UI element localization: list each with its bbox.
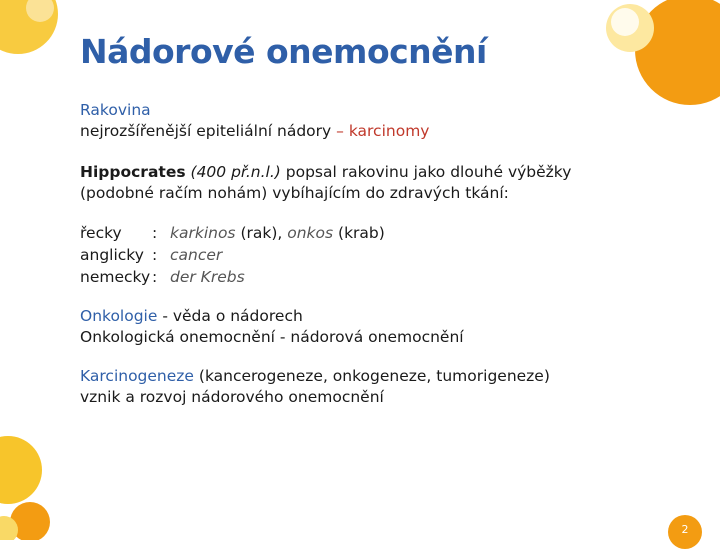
page-number: 2: [668, 515, 702, 549]
onkologie-line-1: [80, 306, 640, 327]
decorative-circles-top-right: [600, 0, 720, 110]
karcinogeneze-synonyms: (kancerogeneze, onkogeneze, tumorigeneze): [193, 367, 550, 385]
rakovina-heading: [80, 100, 640, 121]
karcinogeneze-term: Karcinogeneze: [80, 367, 194, 385]
language-row: [80, 244, 385, 266]
onkologie-term: Onkologie: [80, 307, 158, 325]
slide-title: Nádorové onemocnění: [80, 32, 487, 71]
rakovina-definition-line: [80, 121, 640, 142]
language-words: [170, 222, 385, 244]
language-row: [80, 266, 385, 288]
rakovina-dash: –: [336, 122, 344, 140]
language-name: nemecky: [80, 268, 151, 286]
rakovina-term: Rakovina: [80, 101, 151, 119]
word-onkos: onkos: [287, 224, 334, 242]
language-separator: :: [152, 224, 158, 242]
hippocrates-line-1: [80, 162, 640, 183]
language-name: řecky: [80, 224, 122, 242]
hippocrates-line-2: (podobné račím nohám) vybíhajícím do zdravých tkání:: [80, 184, 509, 202]
language-row: [80, 222, 385, 244]
onkologie-line-2: Onkologická onemocnění - nádorová onemocnění: [80, 328, 464, 346]
word-der-krebs: der Krebs: [170, 268, 245, 286]
karcinomy-term: karcinomy: [348, 122, 430, 140]
language-name: anglicky: [80, 246, 144, 264]
language-words: [170, 266, 385, 288]
language-table: [80, 222, 385, 288]
rakovina-definition: nejrozšířenější epiteliální nádory: [80, 122, 332, 140]
language-words: [170, 244, 385, 266]
hippocrates-date: (400 př.n.l.): [190, 163, 281, 181]
language-separator: :: [152, 246, 158, 264]
word-gloss-1: (rak),: [235, 224, 288, 242]
onkologie-definition: - věda o nádorech: [157, 307, 303, 325]
decorative-circles-top-left: [0, 0, 80, 70]
karcinogeneze-line-1: [80, 366, 640, 387]
word-karkinos: karkinos: [170, 224, 236, 242]
word-cancer: cancer: [170, 246, 223, 264]
language-separator: :: [152, 268, 158, 286]
hippocrates-name: Hippocrates: [80, 163, 186, 181]
slide-content: [80, 100, 640, 408]
word-gloss-2: (krab): [333, 224, 385, 242]
karcinogeneze-line-2: vznik a rozvoj nádorového onemocnění: [80, 388, 384, 406]
hippocrates-text-1: popsal rakovinu jako dlouhé výběžky: [285, 163, 572, 181]
decorative-circles-bottom-left: [0, 430, 70, 540]
